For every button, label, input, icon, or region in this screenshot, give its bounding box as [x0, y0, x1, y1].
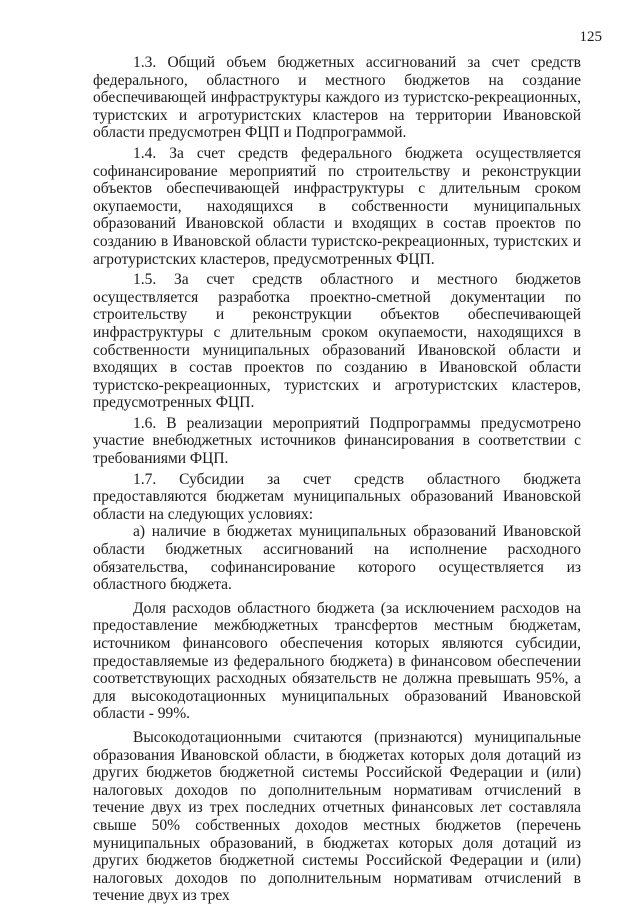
page-number: 125 [579, 29, 602, 45]
paragraph-1-3: 1.3. Общий объем бюджетных ассигнований за счет средств федерального, областного и местного бюджетов на создание обеспечивающей инфраструктуры каждого из туристско-рекреационных, туристских и агротуристских кластеров на территории Ивановской области предусмотрен ФЦП и Подпрограммой. [93, 54, 581, 142]
paragraph-high-subsidy-definition: Высокодотационными считаются (признаются) муниципальные образования Ивановской области, в бюджетах которых доля дотаций из других бюджетов бюджетной системы Российской Федерации и (или) налоговых доходов по дополнительным нормативам отчислений в течение двух из трех последних отчетных финансовых лет составляла свыше 50% собственных доходов местных бюджетов (перечень муниципальных образований, в бюджетах которых доля дотаций из других бюджетов бюджетной системы Российской Федерации и (или) налоговых доходов по дополнительным нормативам отчислений в течение двух из трех [93, 728, 581, 905]
paragraph-1-6: 1.6. В реализации мероприятий Подпрограммы предусмотрено участие внебюджетных источников финансирования в соответствии с требованиями ФЦП. [93, 414, 581, 468]
paragraph-budget-share: Доля расходов областного бюджета (за исключением расходов на предоставление межбюджетных трансфертов местным бюджетам, источником финансового обеспечения которых являются субсидии, предоставляемые из федерального бюджета) в финансовом обеспечении соответствующих расходных обязательств не должна превышать 95%, а для высокодотационных муниципальных образований Ивановской области - 99%. [93, 599, 581, 723]
paragraph-1-5: 1.5. За счет средств областного и местного бюджетов осуществляется разработка проектно-сметной документации по строительству и реконструкции объектов обеспечивающей инфраструктуры с длительным сроком окупаемости, находящихся в собственности муниципальных образований Ивановской области и входящих в состав проектов по созданию в Ивановской области туристско-рекреационных, туристских и агротуристских кластеров, предусмотренных ФЦП. [93, 271, 581, 412]
paragraph-1-4: 1.4. За счет средств федерального бюджета осуществляется софинансирование мероприятий по строительству и реконструкции объектов обеспечивающей инфраструктуры с длительным сроком окупаемости, находящихся в собственности муниципальных образований Ивановской области и входящих в состав проектов по созданию в Ивановской области туристско-рекреационных, туристских и агротуристских кластеров, предусмотренных ФЦП. [93, 144, 581, 268]
paragraph-condition-a: а) наличие в бюджетах муниципальных образований Ивановской области бюджетных ассигнований на исполнение расходного обязательства, софинансирование которого осуществляется из областного бюджета. [93, 523, 581, 594]
document-body [93, 54, 581, 908]
paragraph-1-7: 1.7. Субсидии за счет средств областного бюджета предоставляются бюджетам муниципальных образований Ивановской области на следующих условиях: [93, 470, 581, 523]
